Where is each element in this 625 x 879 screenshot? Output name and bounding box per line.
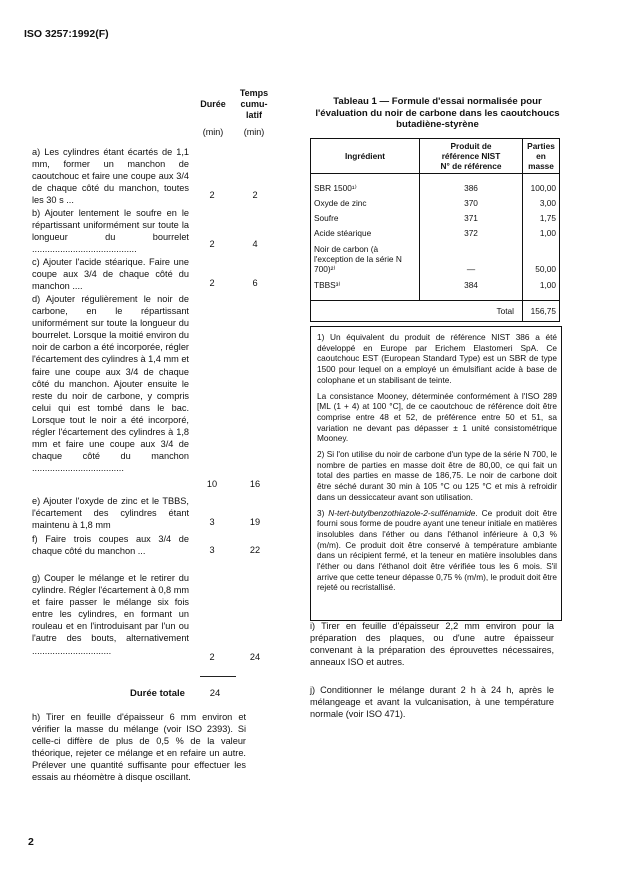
table-row [311, 275, 560, 291]
th-ref-l3: N° de référence [440, 161, 502, 171]
cell-ingredient: TBBS³⁾ [314, 279, 341, 290]
step-b-cumul: 4 [252, 239, 258, 249]
cell-parts: 50,00 [523, 239, 560, 275]
table-row [311, 174, 560, 194]
table-row [311, 224, 560, 239]
cell-total-label: Total [311, 301, 523, 322]
footnote-2: 2) Si l'on utilise du noir de carbone d'un type de la série N 700, le nombre de parties en masse doit être de 80,00, ce qui fait un total des parties en masse de 186,75. Le noir de carbone doit être séché durant 30 min à 105 °C ou 125 °C et mis à refroidir dans un dessiccateur avant son utilisation. [317, 449, 557, 502]
cell-parts: 100,00 [523, 174, 560, 194]
document-header: ISO 3257:1992(F) [24, 28, 109, 40]
total-label: Durée totale [130, 688, 185, 699]
th-parts-l1: Parties [527, 141, 555, 151]
th-ref-l2: référence NIST [441, 151, 501, 161]
cell-ingredient: Noir de carbon (à l'exception de la série N 700)²⁾ [314, 243, 402, 274]
table-row [311, 194, 560, 209]
step-a-cumul: 2 [252, 190, 258, 200]
step-g-cumul: 24 [249, 652, 261, 662]
step-e-duree: 3 [209, 517, 215, 527]
page-number: 2 [28, 836, 34, 848]
cell-parts: 1,00 [523, 275, 560, 291]
step-g: g) Couper le mélange et le retirer du cylindre. Régler l'écartement à 0,8 mm et faire passer le mélange six fois entre les cylindres, en formant un rouleau et en l'introduisant par l'un ou l'autre des bouts, alternativement ............................... [32, 573, 189, 656]
footnote-3-rest: . Ce produit doit être fourni sous forme de poudre ayant une teneur initiale en matières insolubles dans l'éther ou dans l'éthanol inférieure à 0,3 % (m/m). Ce produit doit être conservé à température ambiante dans un récipient fermé, et la teneur en matière insolubles dans l'éther ou dans l'éthanol doit être vérifiée tous les 6 mois. S'il arrive que cette teneur dépasse 0,75 % (m/m), le produit doit être rejeté ou recristallisé. [317, 507, 557, 593]
col-unit-duree: (min) [202, 127, 224, 137]
step-c: c) Ajouter l'acide stéarique. Faire une coupe aux 3/4 de chaque côté du manchon .... [32, 257, 189, 292]
cell-total-value: 156,75 [523, 301, 560, 322]
cell-ingredient: SBR 1500¹⁾ [314, 182, 357, 193]
th-ref-l1: Produit de [450, 141, 492, 151]
table-caption: Tableau 1 — Formule d'essai normalisée pour l'évaluation du noir de carbone dans les caoutchoucs butadiène-styrène [315, 96, 560, 131]
footnote-3-compound: N-tert-butylbenzothiazole-2-sulfénamide [328, 507, 476, 518]
th-parts-l2: en [536, 151, 546, 161]
step-c-cumul: 6 [252, 278, 258, 288]
step-a: a) Les cylindres étant écartés de 1,1 mm, former un manchon de caoutchouc et faire une coupe aux 3/4 de chaque côté du manchon, toutes les 30 s ... [32, 147, 189, 206]
table-total-row [311, 301, 560, 322]
step-f-cumul: 22 [249, 545, 261, 555]
cell-ref: 384 [420, 275, 523, 291]
footnote-1-mooney: La consistance Mooney, déterminée conformément à l'ISO 289 [ML (1 + 4) at 100 °C], de ce caoutchouc de référence doit être comprise entre 48 et 52, de préférence entre 50 et 51, sa variation ne devant pas dépasser ± 1 unité consistométrique Mooney. [317, 390, 557, 444]
cell-ingredient: Acide stéarique [314, 227, 372, 238]
step-g-duree: 2 [209, 652, 215, 662]
table-header-row [311, 139, 560, 174]
step-b: b) Ajouter lentement le soufre en le répartissant uniformément sur toute la longueur du bourrelet ......................................... [32, 208, 189, 255]
cell-parts: 1,75 [523, 209, 560, 224]
col-head-temps [234, 88, 274, 121]
footnote-3-prefix: 3) [317, 507, 329, 518]
col-head-temps-l1: Temps [239, 88, 269, 98]
table-row [311, 209, 560, 224]
step-d-cumul: 16 [249, 479, 261, 489]
step-c-duree: 2 [209, 278, 215, 288]
step-e: e) Ajouter l'oxyde de zinc et le TBBS, l'écartement des cylindres étant maintenu à 1,8 mm [32, 496, 189, 531]
th-ref [420, 139, 523, 174]
table-spacer-row [311, 291, 560, 301]
th-parts-l3: masse [528, 161, 554, 171]
col-unit-cumul: (min) [243, 127, 265, 137]
step-d: d) Ajouter régulièrement le noir de carbone, en le répartissant uniformément sur toute la longueur du bourrelet. Lorsque la moitié environ du noir de carbon a été incorporée, régler l'écartement des cylindres à 1,4 mm et faire une coupe aux 3/4 de chaque côté du manchon. Ajouter ensuite le reste du noir de carbone, y compris celui qui est tombé dans le bac. Lorsque tout le noir a été incorporé, régler l'écartement des cylindres à 1,8 mm et faire une coupe aux 3/4 de chaque côté du manchon .................................... [32, 294, 189, 474]
cell-ref: 372 [420, 224, 523, 239]
col-head-duree: Durée [200, 99, 226, 109]
cell-ref: — [420, 239, 523, 275]
th-parts [523, 139, 560, 174]
th-ingredient: Ingrédient [311, 139, 420, 174]
step-e-cumul: 19 [249, 517, 261, 527]
step-f: f) Faire trois coupes aux 3/4 de chaque côté du manchon ... [32, 534, 189, 557]
cell-ref: 370 [420, 194, 523, 209]
paragraph-j: j) Conditionner le mélange durant 2 h à 24 h, après le mélangeage et avant la vulcanisation, à une température normale (voir ISO 471). [310, 685, 554, 720]
formula-table [310, 138, 560, 322]
step-d-duree: 10 [206, 479, 218, 489]
cell-parts: 1,00 [523, 224, 560, 239]
col-head-temps-l3: latif [245, 110, 262, 120]
step-b-duree: 2 [209, 239, 215, 249]
step-f-duree: 3 [209, 545, 215, 555]
cell-ingredient: Soufre [314, 212, 339, 223]
cell-ingredient: Oxyde de zinc [314, 197, 367, 208]
col-head-temps-l2: cumu- [240, 99, 268, 109]
paragraph-i: i) Tirer en feuille d'épaisseur 2,2 mm environ pour la préparation des plaques, ou d'une autre épaisseur convenant à la préparation des éprouvettes nécessaires, anneaux ISO et autres. [310, 621, 554, 668]
total-rule [200, 676, 236, 677]
step-a-duree: 2 [209, 190, 215, 200]
footnote-3 [317, 508, 557, 594]
paragraph-h: h) Tirer en feuille d'épaisseur 6 mm environ et vérifier la masse du mélange (voir ISO 2393). Si celle-ci diffère de plus de 0,5 % de la valeur théorique, rejeter ce mélange et en refaire un autre. Prélever une quantité suffisante pour effectuer les essais au rhéomètre à disque oscillant. [32, 712, 246, 783]
footnote-1: 1) Un équivalent du produit de référence NIST 386 a été développé en Europe par Erichem Elastomeri SpA. Ce caoutchouc EST (European Standard Type) est un SBR de type 1500 pour lequel on a employé un émulsifiant acide à base de colophane et un stabilisant de teinte. [317, 332, 557, 385]
table-footnotes [310, 326, 562, 621]
table-row [311, 239, 560, 275]
cell-parts: 3,00 [523, 194, 560, 209]
cell-ref: 371 [420, 209, 523, 224]
total-value: 24 [209, 688, 221, 699]
cell-ref: 386 [420, 174, 523, 194]
